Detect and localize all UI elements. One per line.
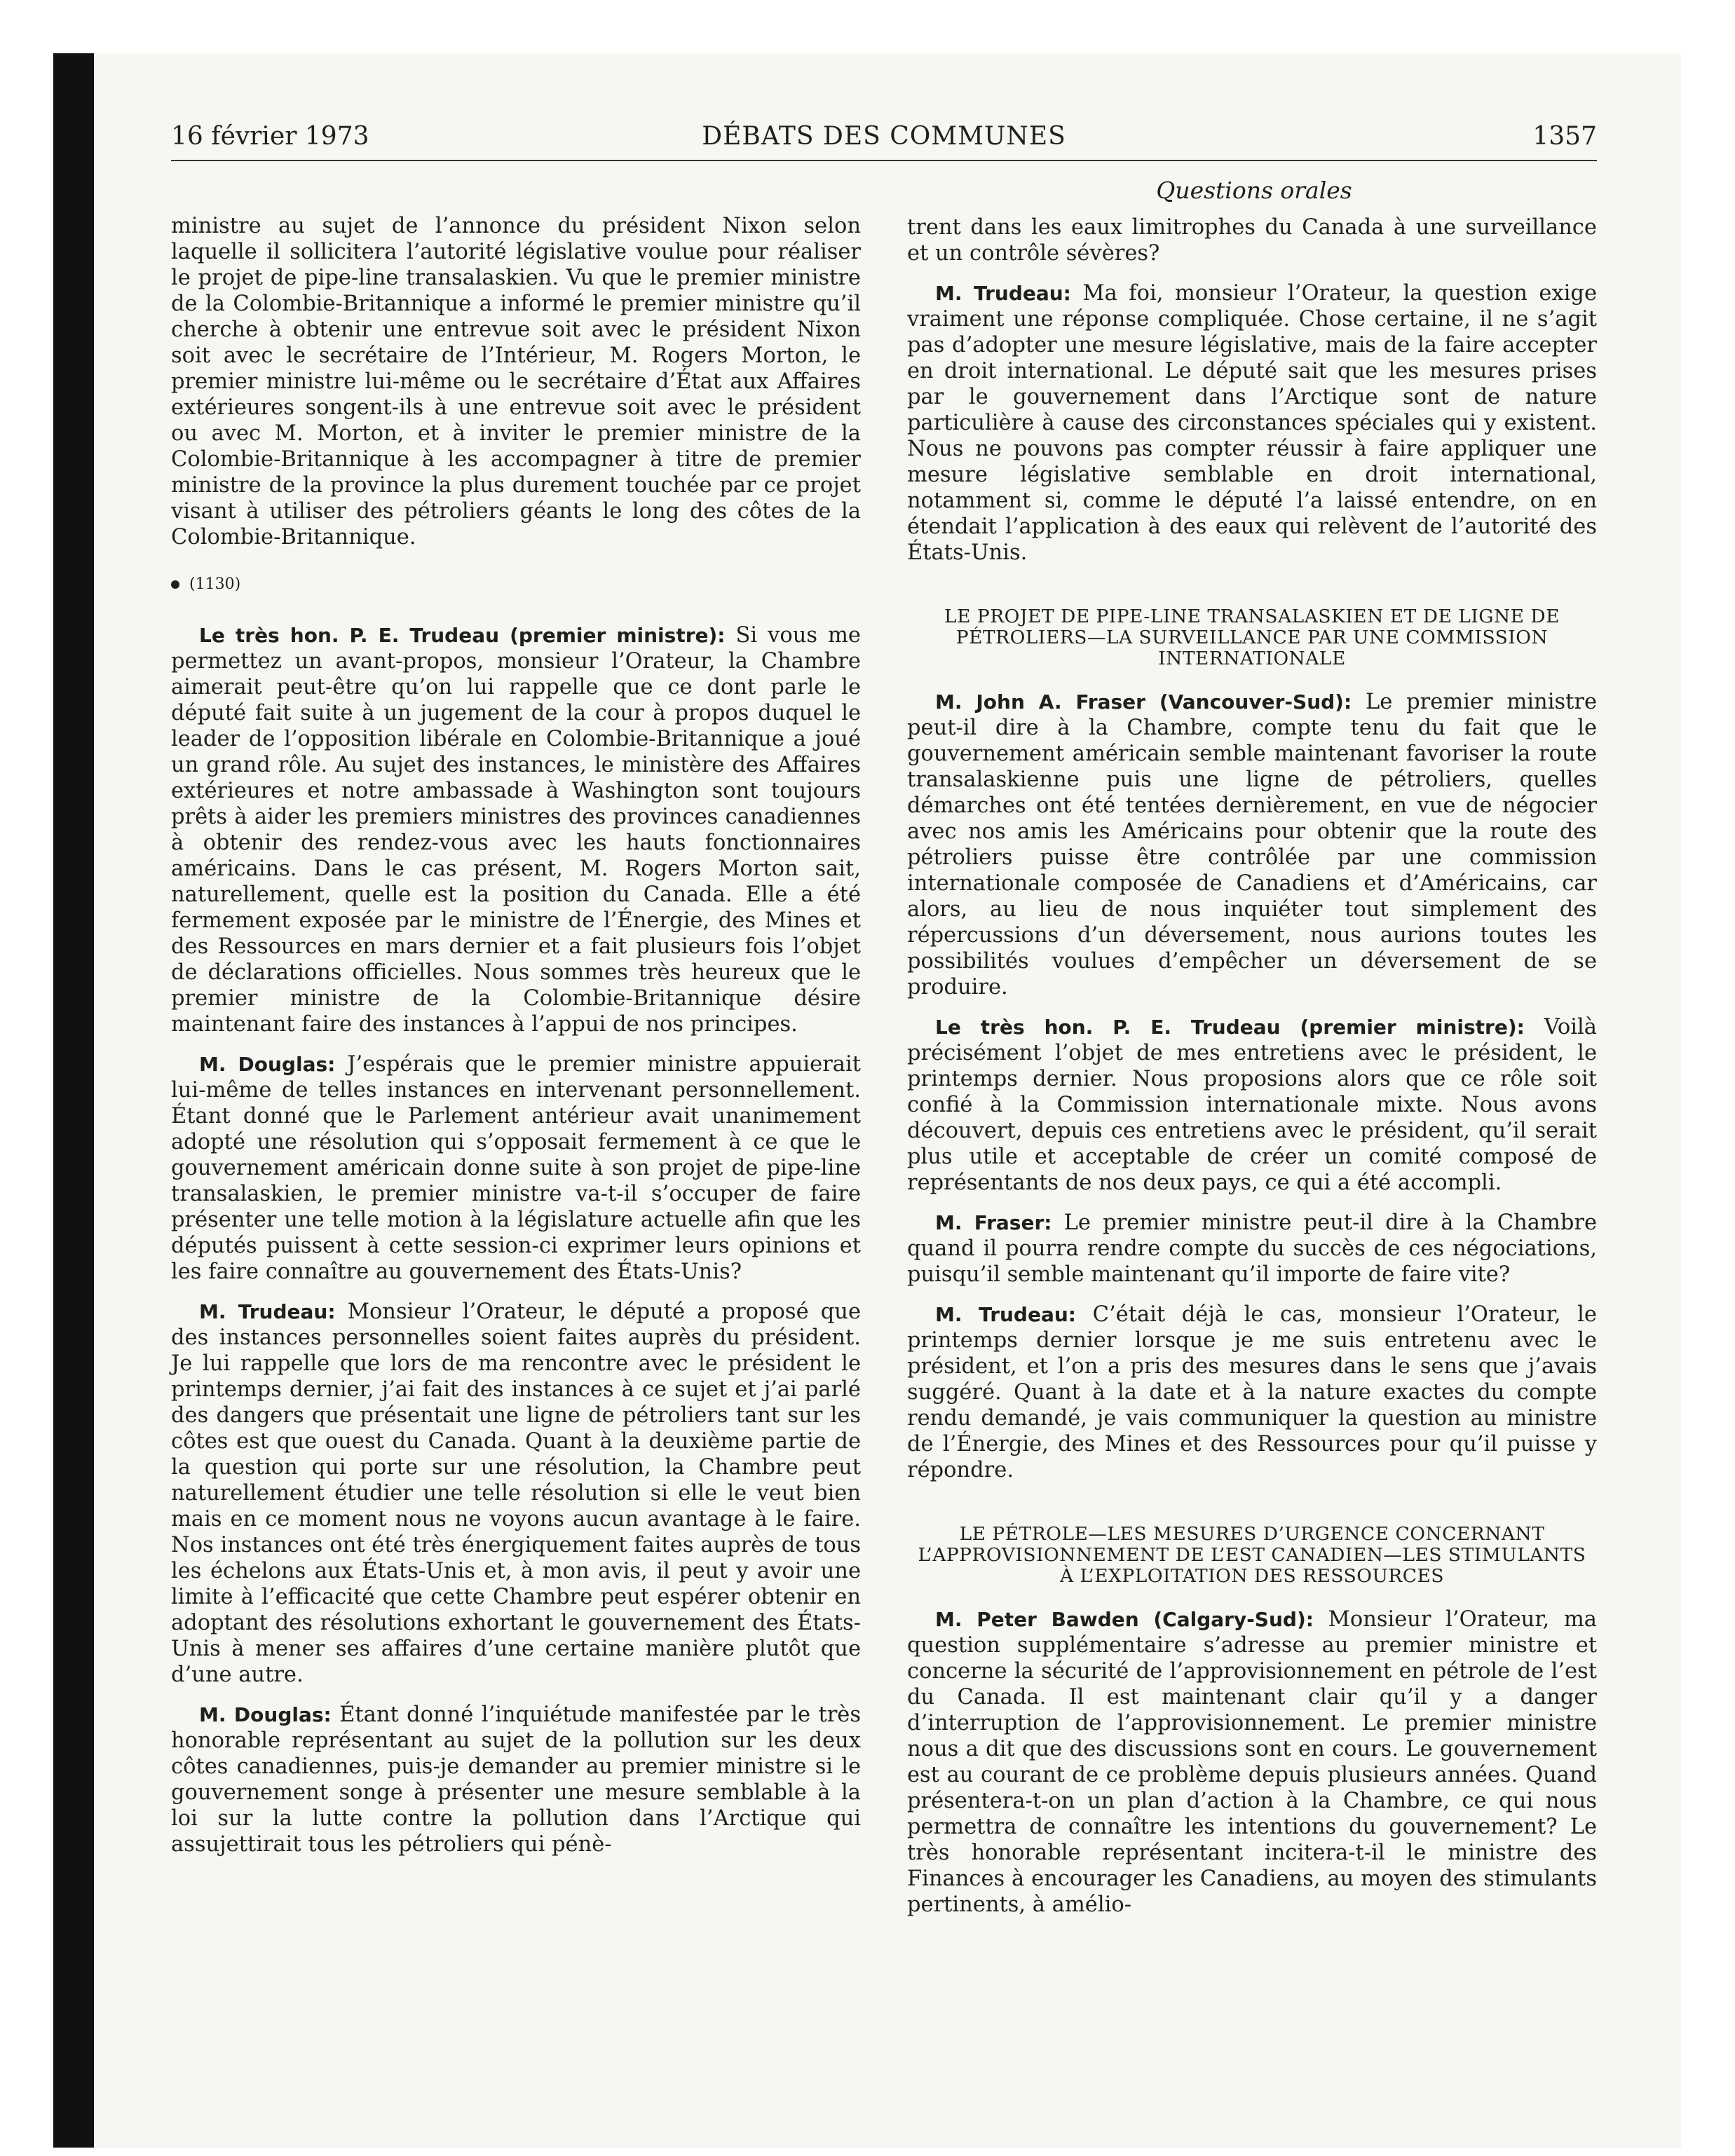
page-number: 1357 (1532, 122, 1597, 151)
paragraph (907, 1302, 1597, 1483)
speaker-name: Le très hon. P. E. Trudeau (premier ministre): (935, 1016, 1525, 1039)
paragraph (907, 689, 1597, 1000)
speech-text: Le premier ministre peut-il dire à la Chambre, compte tenu du fait que le gouvernement américain semble maintenant favoriser la route transalaskienne puis une ligne de pétroliers, quelles démarches ont été tentées dernièrement, en vue de négocier avec nos amis les Américains pour obtenir que la route des pétroliers puisse être contrôlée par une commission internationale composée de Canadiens et d’Américains, car alors, au lieu de nous inquiéter tout simplement des répercussions d’un déversement, nous aurions toutes les possibilités voulues d’empêcher un déversement de se produire. (907, 690, 1597, 999)
paragraph (907, 1606, 1597, 1918)
speech-text: C’était déjà le cas, monsieur l’Orateur, le printemps dernier lorsque je me suis entretenu avec le président, et l’on a pris des mesures dans le sens que j’avais suggéré. Quant à la date et à la nature exactes du compte rendu demandé, je vais communiquer la question au ministre de l’Énergie, des Mines et des Ressources pour qu’il puisse y répondre. (907, 1302, 1597, 1482)
speaker-name: M. Trudeau: (935, 1303, 1076, 1326)
speaker-name: M. Trudeau: (935, 282, 1071, 305)
speech-text: Si vous me permettez un avant-propos, monsieur l’Orateur, la Chambre aimerait peut-être qu’on lui rappelle que ce dont parle le député fait suite à un jugement de la cour à propos duquel le leader de l’opposition libérale en Colombie-Britannique a joué un grand rôle. Au sujet des instances, le ministère des Affaires extérieures et notre ambassade à Washington sont toujours prêts à aider les premiers ministres des provinces canadiennes à obtenir des rendez-vous avec les hauts fonctionnaires américains. Dans le cas présent, M. Rogers Morton sait, naturellement, quelle est la position du Canada. Elle a été fermement exposée par le ministre de l’Énergie, des Mines et des Ressources en mars dernier et a fait plusieurs fois l’objet de déclarations officielles. Nous sommes très heureux que le premier ministre de la Colombie-Britannique désire maintenant faire des instances à l’appui de nos principes. (171, 623, 861, 1037)
speaker-name: M. Fraser: (935, 1211, 1052, 1234)
speech-text: Monsieur l’Orateur, ma question supplémentaire s’adresse au premier ministre et concerne la sécurité de l’approvisionnement en pétrole de l’est du Canada. Il est maintenant clair qu’il y a danger d’interruption de l’approvisionnement. Le premier ministre nous a dit que des discussions sont en cours. Le gouvernement est au courant de ce problème depuis plusieurs années. Quand présentera-t-on un plan d’action à la Chambre, ce qui nous permettra de connaître les intentions du gouvernement? Le très honorable représentant incitera-t-il le ministre des Finances à encourager les Canadiens, au moyen des stimulants pertinents, à amélio- (907, 1607, 1597, 1917)
paragraph (907, 1210, 1597, 1288)
section-label: Questions orales (1156, 177, 1352, 204)
paragraph (171, 1051, 861, 1285)
speech-text: Étant donné l’inquiétude manifestée par le très honorable représentant au sujet de la pollution sur les deux côtes canadiennes, puis-je demander au premier ministre si le gouvernement songe à présenter une mesure semblable à la loi sur la lutte contre la pollution dans l’Arctique qui assujettirait tous les pétroliers qui pénè- (171, 1703, 862, 1857)
speaker-name: M. Douglas: (199, 1703, 332, 1726)
header-date: 16 février 1973 (171, 122, 369, 151)
speech-text: Voilà précisément l’objet de mes entretiens avec le président, le printemps dernier. Nous proposions alors que ce rôle soit confié à la Commission internationale mixte. Nous avons découvert, depuis ces entretiens avec le président, qu’il serait plus utile et acceptable de créer un comité composé de représentants de nos deux pays, ce qui a été accompli. (907, 1015, 1597, 1195)
speaker-name: M. John A. Fraser (Vancouver-Sud): (935, 690, 1352, 714)
speaker-name: M. Douglas: (199, 1053, 336, 1076)
paragraph (907, 1014, 1597, 1196)
speech-text: Le premier ministre peut-il dire à la Chambre quand il pourra rendre compte du succès de ces négociations, puisqu’il semble maintenant qu’il importe de faire vite? (907, 1210, 1598, 1287)
speech-text: J’espérais que le premier ministre appuierait lui-même de telles instances en intervenant personnellement. Étant donné que le Parlement antérieur avait unanimement adopté une résolution qui s’opposait fermement à ce que le gouvernement américain donne suite à son projet de pipe-line transalaskien, le premier ministre va-t-il s’occuper de faire présenter une telle motion à la législature actuelle afin que les députés puissent à cette session-ci exprimer leurs opinions et les faire connaître au gouvernement des États-Unis? (171, 1052, 861, 1284)
speech-text: Monsieur l’Orateur, le député a proposé que des instances personnelles soient faites auprès du président. Je lui rappelle que lors de ma rencontre avec le président le printemps dernier, j’ai fait des instances à ce sujet et j’ai parlé des dangers que présentait une ligne de pétroliers tant sur les côtes est que ouest du Canada. Quant à la deuxième partie de la question qui porte sur une résolution, la Chambre peut naturellement étudier une telle résolution si elle le veut bien mais en ce moment nous ne voyons aucun avantage à le faire. Nos instances ont été très énergiquement faites auprès de tous les échelons aux États-Unis et, à mon avis, il peut y avoir une limite à l’efficacité que cette Chambre peut espérer obtenir en adoptant des résolutions exhortant le gouvernement des États-Unis à mener ses affaires d’une certaine manière plutôt que d’une autre. (171, 1299, 861, 1687)
paragraph: ministre au sujet de l’annonce du président Nixon selon laquelle il sollicitera l’autorité législative voulue pour réaliser le projet de pipe-line transalaskien. Vu que le premier ministre de la Colombie-Britannique a informé le premier ministre qu’il cherche à obtenir une entrevue soit avec le président Nixon soit avec le secrétaire de l’Intérieur, M. Rogers Morton, le premier ministre lui-même ou le secrétaire d’État aux Affaires extérieures songent-ils à une entrevue soit avec le président ou avec M. Morton, et à inviter le premier ministre de la Colombie-Britannique à les accompagner à titre de premier ministre de la province la plus durement touchée par ce projet visant à utiliser des pétroliers géants le long des côtes de la Colombie-Britannique. (171, 214, 861, 550)
right-column (907, 214, 1597, 1932)
timestamp-text: (1130) (189, 575, 241, 593)
paragraph (171, 1702, 861, 1857)
bullet-icon (171, 580, 179, 589)
header-title: DÉBATS DES COMMUNES (702, 122, 1066, 151)
speaker-name: M. Peter Bawden (Calgary-Sud): (935, 1608, 1314, 1631)
left-column (171, 213, 861, 1871)
page-header (171, 116, 1597, 161)
paragraph: trent dans les eaux limitrophes du Canada à une surveillance et un contrôle sévères? (907, 215, 1597, 266)
section-heading: LE PROJET DE PIPE-LINE TRANSALASKIEN ET DE LIGNE DE PÉTROLIERS—LA SURVEILLANCE PAR UNE COMMISSION INTERNATIONALE (944, 606, 1560, 669)
speaker-name: Le très hon. P. E. Trudeau (premier ministre): (199, 624, 726, 647)
paragraph (171, 622, 861, 1037)
paragraph (171, 1299, 861, 1688)
timestamp (171, 571, 861, 597)
paragraph (907, 280, 1597, 566)
scan-border (53, 53, 94, 2148)
section-heading: LE PÉTROLE—LES MESURES D’URGENCE CONCERNANT L’APPROVISIONNEMENT DE L’EST CANADIEN—LES STIMULANTS À L’EXPLOITATION DES RESSOURCES (918, 1523, 1586, 1587)
speech-text: Ma foi, monsieur l’Orateur, la question exige vraiment une réponse compliquée. Chose certaine, il ne s’agit pas d’adopter une mesure législative, mais de la faire accepter en droit international. Le député sait que les mesures prises par le gouvernement dans l’Arctique sont de nature particulière à cause des circonstances spéciales qui y existent. Nous ne pouvons pas compter réussir à faire appliquer une mesure législative semblable en droit international, notamment si, comme le député l’a laissé entendre, on en étendait l’application à des eaux qui relèvent de l’autorité des États-Unis. (907, 281, 1598, 565)
speaker-name: M. Trudeau: (199, 1300, 336, 1323)
